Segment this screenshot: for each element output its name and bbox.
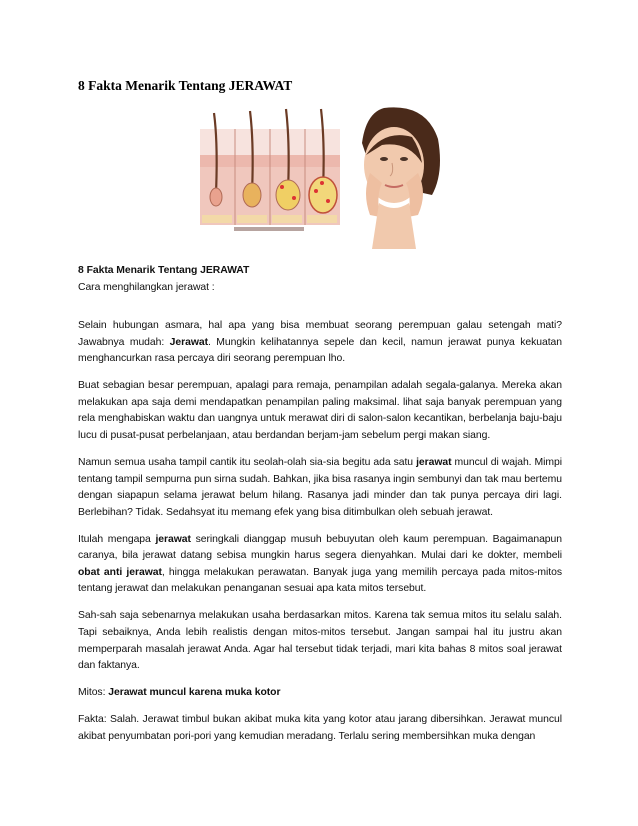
- paragraph-1: Selain hubungan asmara, hal apa yang bisa membuat seorang perempuan galau setengah mati? Jawabnya mudah: Jerawat. Mungkin kelihatannya sepele dan kecil, namun jerawat punya kekuatan menghancurkan rasa percaya diri seorang perempuan lho.: [78, 320, 562, 365]
- paragraph-2: Buat sebagian besar perempuan, apalagi para remaja, penampilan adalah segala-galanya. Mereka akan melakukan apa saja demi mendapatkan penampilan paling maksimal. lihat saja banyak perempuan yang rela menghabiskan waktu dan uangnya untuk merawat diri di salon-salon kecantikan, berbelanja baju-baju lucu di pusat-pusat perbelanjaan, atau berdandan berjam-jam sebelum pergi makan siang.: [78, 380, 562, 441]
- paragraph-5: Sah-sah saja sebenarnya melakukan usaha berdasarkan mitos. Karena tak semua mitos itu selalu salah. Tapi sebaiknya, Anda lebih realistis dengan mitos-mitos tersebut. Jangan sampai hal itu justru akan memperparah masalah jerawat Anda. Agar hal tersebut tidak terjadi, mari kita bahas 8 mitos soal jerawat dan faktanya.: [78, 610, 562, 672]
- acne-illustration: [194, 103, 444, 249]
- document-title: 8 Fakta Menarik Tentang JERAWAT: [78, 78, 293, 93]
- skin-stages-diagram: [200, 109, 340, 231]
- fact-1: Fakta: Salah. Jerawat timbul bukan akibat muka kita yang kotor atau jarang dibersihkan. Jerawat muncul akibat penyumbatan pori-pori yang kemudian meradang. Terlalu sering membersihkan muka dengan: [78, 714, 562, 742]
- woman-face-photo: [344, 103, 444, 249]
- paragraph-4: Itulah mengapa jerawat seringkali dianggap musuh bebuyutan oleh kaum perempuan. Bagaimanapun caranya, bila jerawat datang sebisa mungkin harus segera dienyahkan. Mulai dari ke dokter, membeli obat anti jerawat, hingga melakukan perawatan. Banyak juga yang memilih percaya pada mitos-mitos tentang jerawat dan melakukan penanganan sesuai apa kata mitos tersebut.: [78, 533, 562, 595]
- intro-block: [78, 263, 562, 296]
- article-subheading: Cara menghilangkan jerawat :: [78, 281, 215, 293]
- paragraph-3: Namun semua usaha tampil cantik itu seolah-olah sia-sia begitu ada satu jerawat muncul di wajah. Mimpi tentang tampil sempurna pun sirna sudah. Bahkan, jika bisa rasanya ingin sembunyi dan tak mau bertemu dengan siapapun selama jerawat belum hilang. Rasanya jadi minder dan tak punya percaya diri lagi. Berlebihan? Tidak. Sedahsyat itu memang efek yang bisa ditimbulkan oleh sebuah jerawat.: [78, 456, 562, 518]
- article-heading: 8 Fakta Menarik Tentang JERAWAT: [78, 265, 250, 276]
- article-body: [78, 318, 562, 756]
- myth-1: Mitos: Jerawat muncul karena muka kotor: [78, 687, 281, 699]
